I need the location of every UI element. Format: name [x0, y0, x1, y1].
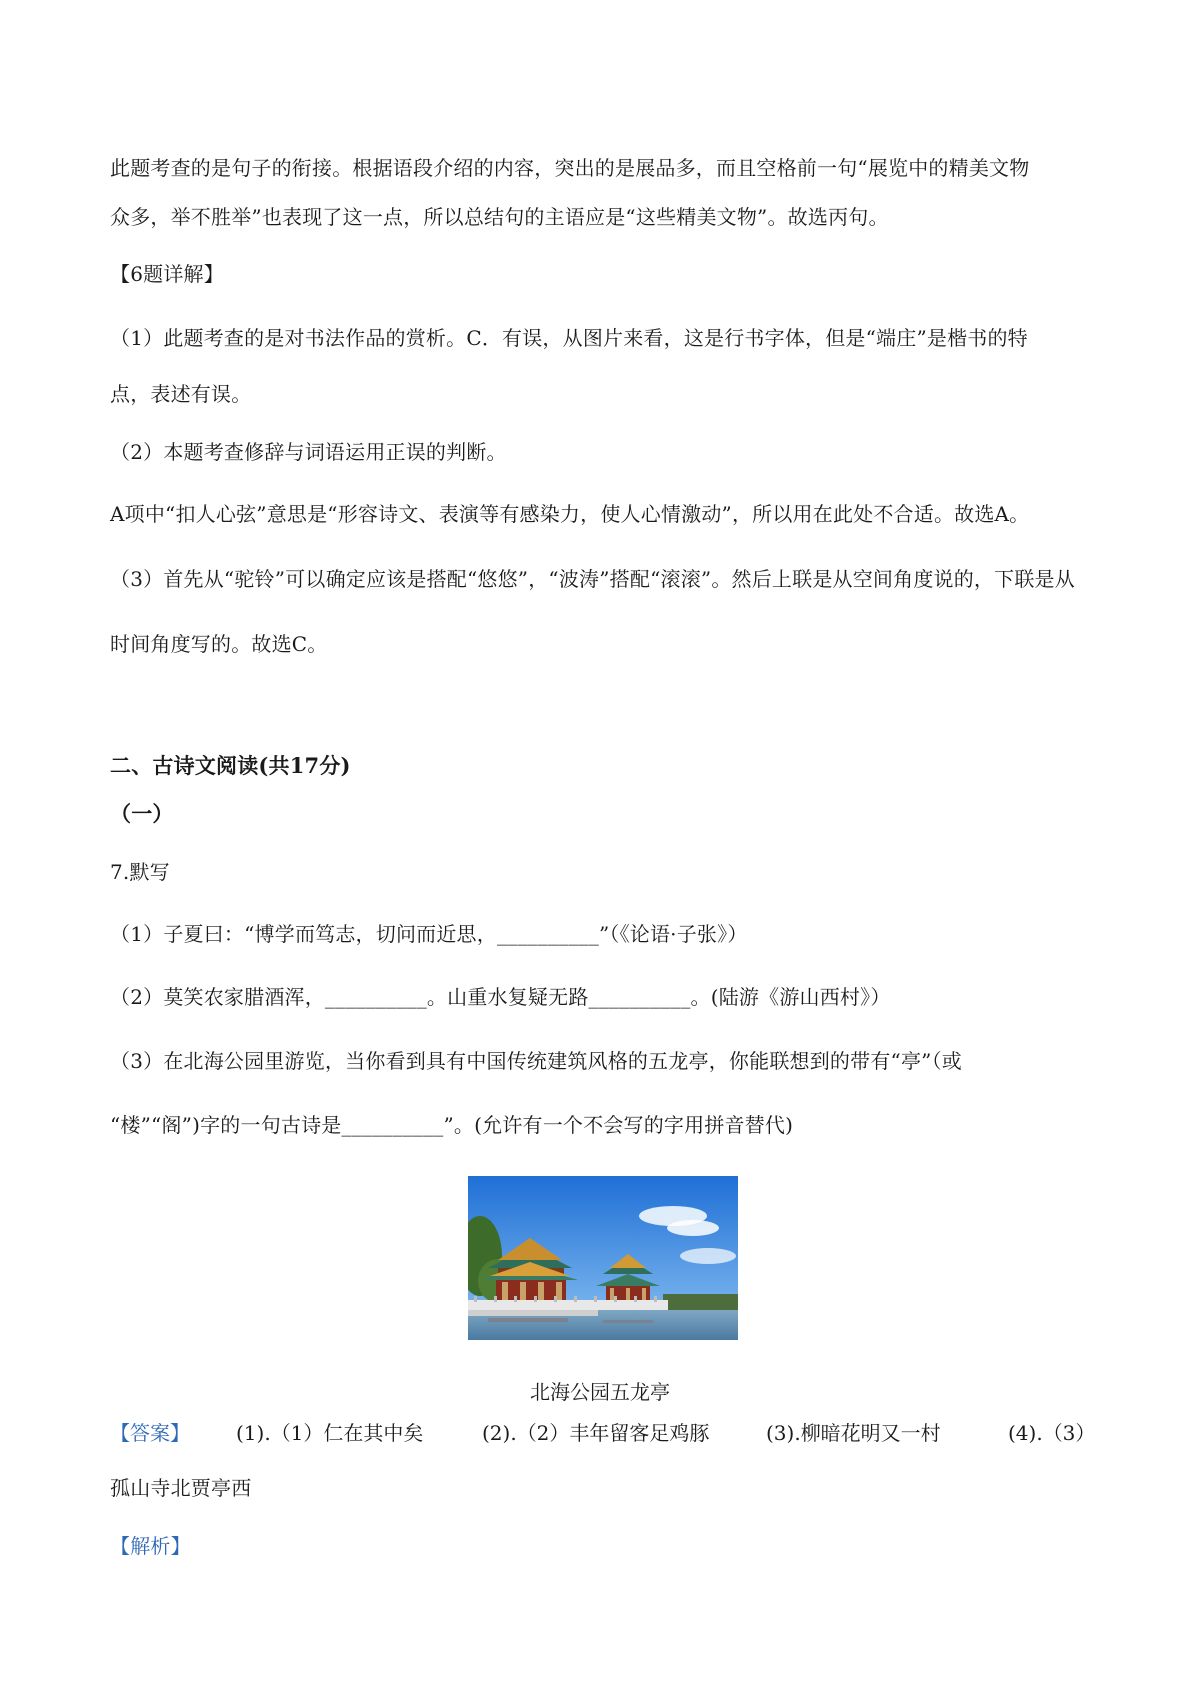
paragraph-line: 此题考查的是句子的衔接。根据语段介绍的内容，突出的是展品多，而且空格前一句“展览中的精美文物	[110, 156, 1030, 180]
paragraph-line: （1）此题考查的是对书法作品的赏析。C．有误，从图片来看，这是行书字体，但是“端庄”是楷书的特	[110, 326, 1028, 350]
answer-item: (4).（3）	[1008, 1421, 1096, 1445]
answer-item: (2).（2）丰年留客足鸡豚	[482, 1421, 710, 1445]
pavilion-photo	[468, 1176, 738, 1340]
paragraph-line: 点，表述有误。	[110, 382, 252, 406]
section-subtitle: （一）	[110, 801, 174, 826]
question-title: 7.默写	[110, 860, 170, 884]
paragraph-line: （3）首先从“驼铃”可以确定应该是搭配“悠悠”，“波涛”搭配“滚滚”。然后上联是从空间角度说的，下联是从	[110, 567, 1075, 591]
paragraph-line: （2）本题考查修辞与词语运用正误的判断。	[110, 440, 507, 464]
question-item: （2）莫笑农家腊酒浑，__________。山重水复疑无路__________。(陆游《游山西村》）	[110, 985, 891, 1009]
q6-header: 【6题详解】	[110, 262, 224, 286]
answer-row	[110, 1419, 1100, 1447]
question-item: （1）子夏曰：“博学而笃志，切问而近思，__________”（《论语·子张》）	[110, 922, 748, 946]
pavilion-illustration	[468, 1176, 738, 1340]
section-title: 二、古诗文阅读(共17分)	[110, 753, 351, 778]
question-item: （3）在北海公园里游览，当你看到具有中国传统建筑风格的五龙亭，你能联想到的带有“亭”（或	[110, 1049, 962, 1073]
paragraph-line: A项中“扣人心弦”意思是“形容诗文、表演等有感染力，使人心情激动”，所以用在此处不合适。故选A。	[110, 502, 1030, 526]
paragraph-line: 众多，举不胜举”也表现了这一点，所以总结句的主语应是“这些精美文物”。故选丙句。	[110, 205, 889, 229]
analysis-label: 【解析】	[110, 1534, 191, 1558]
answer-continuation: 孤山寺北贾亭西	[110, 1476, 252, 1500]
paragraph-line: 时间角度写的。故选C。	[110, 632, 328, 656]
answer-item: (3).柳暗花明又一村	[766, 1421, 941, 1445]
answer-label: 【答案】	[110, 1421, 190, 1445]
answer-item: (1).（1）仁在其中矣	[236, 1421, 424, 1445]
figure-caption: 北海公园五龙亭	[530, 1380, 670, 1404]
question-item: “楼”“阁”)字的一句古诗是__________”。(允许有一个不会写的字用拼音替代)	[110, 1113, 794, 1137]
